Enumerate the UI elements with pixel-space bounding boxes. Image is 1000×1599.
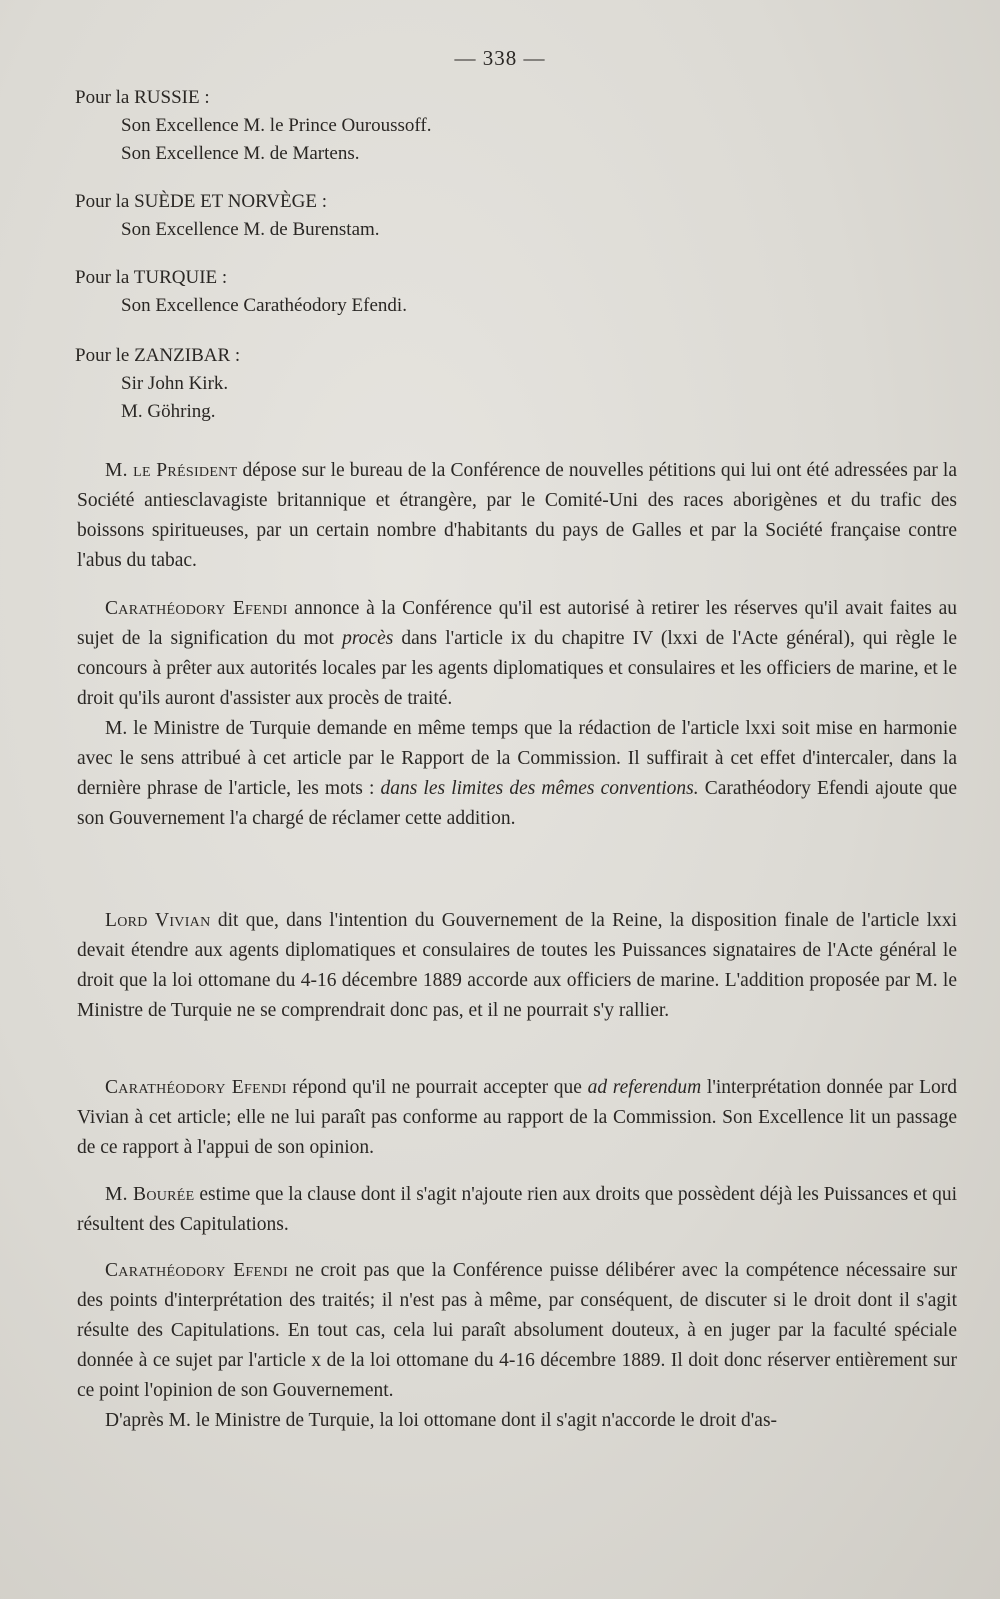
signatory-block-sweden-norway [75, 188, 955, 244]
page-number: — 338 — [454, 46, 546, 70]
speaker-name: Carathéodory Efendi [105, 1260, 289, 1281]
paragraph-text: dans l'article ix du chapitre IV (lxxi de l'Acte général), qui règle le concours à prêter aux autorités locales par les agents diplomatiques et consulaires et les officiers de marine, et le droit qu'ils auront d'assister aux procès de traité. [77, 628, 958, 709]
signatory-name: M. Göhring. [121, 401, 216, 422]
paragraph-italic: procès [342, 628, 394, 649]
signatory-name: Son Excellence Carathéodory Efendi. [121, 295, 407, 316]
signatory-name: Sir John Kirk. [121, 373, 229, 394]
signatory-name: Son Excellence M. de Martens. [121, 143, 360, 164]
paragraph-text: répond qu'il ne pourrait accepter que [286, 1077, 588, 1098]
paragraph-text: dit que, dans l'intention du Gouvernement de la Reine, la disposition finale de l'article lxxi devait étendre aux agents diplomatiques et consulaires de toutes les Puissances signataires de l'Acte général le droit que la loi ottomane du 4-16 décembre 1889 accorde aux officiers de marine. L'addition proposée par M. le Ministre de Turquie ne se comprendrait donc pas, et il ne pourrait s'y rallier. [77, 910, 958, 1021]
paragraph-bouree [77, 1180, 957, 1240]
paragraph-president [77, 456, 957, 576]
signatory-block-zanzibar [75, 342, 955, 426]
signatory-country: Pour le ZANZIBAR : [75, 345, 241, 366]
paragraph-caratheodory-2 [77, 1073, 957, 1163]
speaker-name: Carathéodory Efendi [105, 1077, 287, 1098]
signatory-name: Son Excellence M. le Prince Ouroussoff. [121, 115, 432, 136]
paragraph-text: annonce à la Conférence qu'il est autorisé à retirer les réserves qu'il avait faites au sujet de la signification du mot [77, 598, 957, 649]
paragraph-caratheodory-3 [77, 1256, 957, 1436]
paragraph-italic: ad referendum [587, 1077, 702, 1098]
signatory-name: Son Excellence M. de Burenstam. [121, 219, 380, 240]
paragraph-lord-vivian [77, 906, 957, 1026]
paragraph-text: estime que la clause dont il s'agit n'ajoute rien aux droits que possèdent déjà les Puissances et qui résultent des Capitulations. [77, 1184, 957, 1235]
speaker-name: M. le Président [105, 460, 238, 481]
signatory-block-turkey [75, 264, 955, 320]
paragraph-text: l'interprétation donnée par Lord Vivian à cet article; elle ne lui paraît pas conforme au rapport de la Commission. Son Excellence lit un passage de ce rapport à l'appui de son opinion. [77, 1077, 957, 1158]
speaker-name: Lord Vivian [105, 910, 211, 931]
paragraph-text: ne croit pas que la Conférence puisse délibérer avec la compétence nécessaire sur des points d'interprétation des traités; il n'est pas à même, par conséquent, de discuter si le droit dont il s'agit résulte des Capitulations. En tout cas, cela lui paraît absolument douteux, à en juger par la faculté spéciale donnée à ce sujet par l'article x de la loi ottomane du 4-16 décembre 1889. Il doit donc réserver entièrement sur ce point l'opinion de son Gouvernement. [77, 1260, 957, 1401]
paragraph-text: dépose sur le bureau de la Conférence de nouvelles pétitions qui lui ont été adressées par la Société antiesclavagiste britannique et étrangère, par le Comité-Uni des races aborigènes et du trafic des boissons spiritueuses, par un certain nombre d'habitants du pays de Galles et par la Société française contre l'abus du tabac. [77, 460, 957, 571]
signatory-country: Pour la RUSSIE : [75, 87, 210, 108]
speaker-name: Carathéodory Efendi [105, 598, 288, 619]
paragraph-text: D'après M. le Ministre de Turquie, la loi ottomane dont il s'agit n'accorde le droit d'as- [105, 1410, 778, 1431]
signatory-block-russia [75, 84, 955, 168]
signatory-country: Pour la SUÈDE ET NORVÈGE : [75, 191, 327, 212]
speaker-name: M. Bourée [105, 1184, 195, 1205]
signatory-country: Pour la TURQUIE : [75, 267, 228, 288]
paragraph-caratheodory-1 [77, 594, 957, 834]
paragraph-italic: dans les limites des mêmes conventions. [380, 778, 699, 799]
paragraph-text: Carathéodory Efendi ajoute que son Gouvernement l'a chargé de réclamer cette addition. [77, 778, 957, 829]
paragraph-text: M. le Ministre de Turquie demande en même temps que la rédaction de l'article lxxi soit mise en harmonie avec le sens attribué à cet article par le Rapport de la Commission. Il suffirait à cet effet d'intercaler, dans la dernière phrase de l'article, les mots : [77, 718, 957, 799]
